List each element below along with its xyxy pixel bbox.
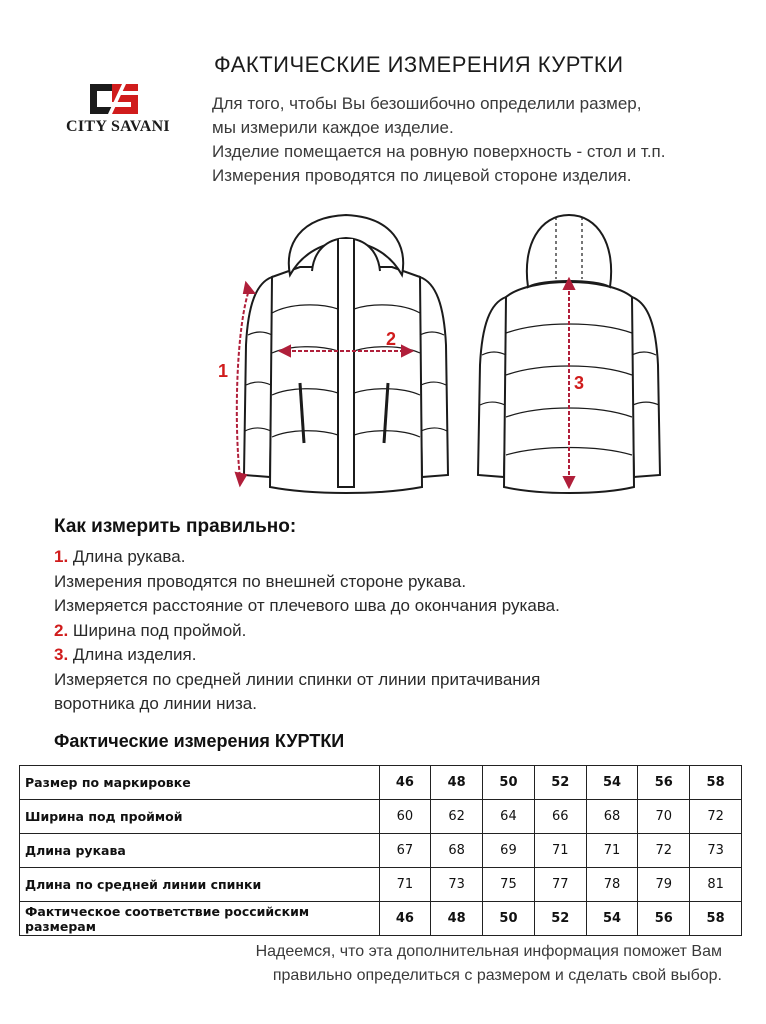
size-table [19,765,742,936]
row-label: Размер по маркировке [20,766,380,800]
howto-title: Как измерить правильно: [54,516,297,537]
table-cell: 56 [638,766,690,800]
table-cell: 58 [690,902,742,936]
table-cell: 68 [586,800,638,834]
table-cell: 54 [586,902,638,936]
table-cell: 71 [534,834,586,868]
jacket-front-icon [244,215,448,493]
table-cell: 60 [379,800,431,834]
table-cell: 68 [431,834,483,868]
table-cell: 64 [483,800,535,834]
table-cell: 52 [534,766,586,800]
table-row [20,868,742,902]
table-cell: 77 [534,868,586,902]
table-cell: 56 [638,902,690,936]
closing-note [0,940,722,988]
table-cell: 72 [638,834,690,868]
brand-name: CITY SAVANI [66,118,170,135]
howto-num: 2. [54,620,69,640]
row-label: Фактическое соответствие российским размерам [20,902,380,936]
row-label: Ширина под проймой [20,800,380,834]
table-cell: 50 [483,902,535,936]
howto-text: Длина рукава. [68,547,186,566]
table-cell: 78 [586,868,638,902]
table-cell: 48 [431,766,483,800]
howto-text: Ширина под проймой. [68,620,247,640]
howto-item [54,594,754,619]
howto-list [54,545,754,717]
table-cell: 58 [690,766,742,800]
howto-num: 3. [54,645,69,664]
label-1: 1 [218,361,229,381]
table-row [20,902,742,936]
brand-logo [48,82,188,142]
table-cell: 71 [586,834,638,868]
table-cell: 70 [638,800,690,834]
table-row [20,766,742,800]
howto-text: Измерения проводятся по внешней стороне рукава. [54,571,467,591]
table-cell: 75 [483,868,535,902]
row-label: Длина рукава [20,834,380,868]
jacket-diagram [0,205,766,505]
cs-monogram-icon [86,82,142,116]
table-cell: 46 [379,902,431,936]
table-cell: 67 [379,834,431,868]
table-cell: 73 [690,834,742,868]
table-row [20,834,742,868]
note-line: правильно определиться с размером и сделать свой выбор. [272,967,722,984]
table-cell: 71 [379,868,431,902]
table-cell: 52 [534,902,586,936]
label-2: 2 [386,329,397,349]
howto-item [54,643,754,668]
jacket-svg [0,205,766,505]
intro-line: мы измерили каждое изделие. [212,118,454,137]
table-title: Фактические измерения КУРТКИ [54,731,345,751]
table-row [20,800,742,834]
row-label: Длина по средней линии спинки [20,868,380,902]
howto-text: Измеряется по средней линии спинки от линии притачивания [54,669,541,689]
howto-item [54,570,754,595]
howto-item [54,619,754,644]
label-3: 3 [574,373,585,393]
table-cell: 66 [534,800,586,834]
howto-text: Длина изделия. [68,645,197,664]
intro-line: Измерения проводятся по лицевой стороне изделия. [212,166,632,185]
table-cell: 54 [586,766,638,800]
howto-num: 1. [54,547,69,566]
page-title: ФАКТИЧЕСКИЕ ИЗМЕРЕНИЯ КУРТКИ [214,52,624,77]
howto-item [54,545,754,570]
table-cell: 50 [483,766,535,800]
table-cell: 69 [483,834,535,868]
table-cell: 72 [690,800,742,834]
table-cell: 46 [379,766,431,800]
table-cell: 48 [431,902,483,936]
intro-line: Изделие помещается на ровную поверхность - стол и т.п. [212,142,666,161]
table-cell: 73 [431,868,483,902]
table-cell: 79 [638,868,690,902]
intro-text [212,92,752,188]
howto-text: воротника до линии низа. [54,694,257,713]
table-cell: 62 [431,800,483,834]
howto-item [54,668,754,693]
howto-text: Измеряется расстояние от плечевого шва до окончания рукава. [54,596,560,615]
howto-item [54,692,754,717]
intro-line: Для того, чтобы Вы безошибочно определили размер, [212,94,642,113]
table-cell: 81 [690,868,742,902]
note-line: Надеемся, что эта дополнительная информация поможет Вам [255,943,722,960]
